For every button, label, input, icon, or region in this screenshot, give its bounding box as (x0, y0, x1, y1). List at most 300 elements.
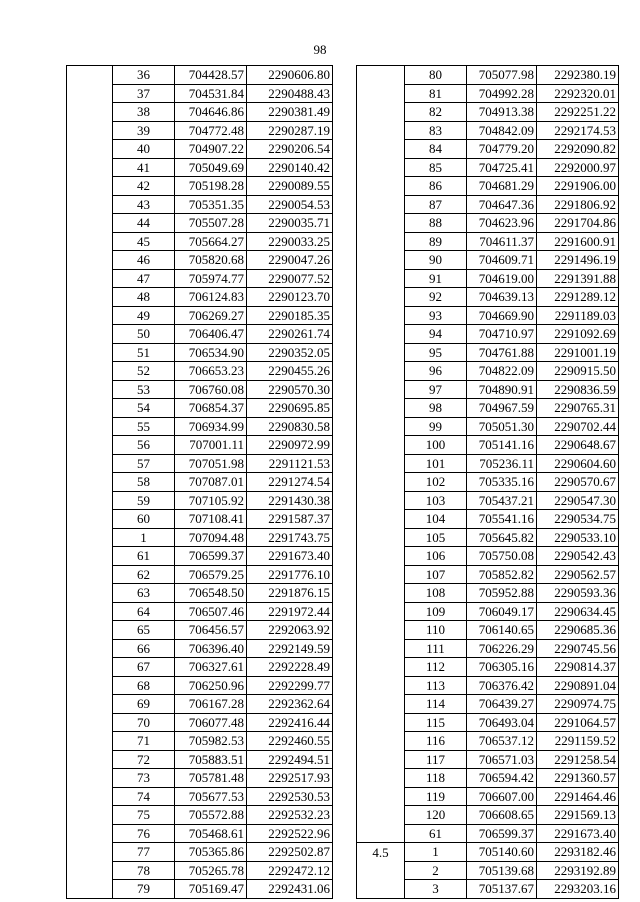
table-row (357, 343, 619, 362)
point-number-cell: 85 (405, 158, 467, 177)
table-row (67, 140, 333, 159)
table-row (357, 639, 619, 658)
section-cell (357, 528, 405, 547)
x-coordinate-cell: 706493.04 (467, 713, 537, 732)
y-coordinate-cell: 2290035.71 (247, 214, 333, 233)
y-coordinate-cell: 2292174.53 (537, 121, 619, 140)
x-coordinate-cell: 705664.27 (175, 232, 247, 251)
table-row (357, 66, 619, 85)
section-cell (67, 750, 113, 769)
section-cell (357, 66, 405, 85)
x-coordinate-cell: 704428.57 (175, 66, 247, 85)
section-cell (357, 362, 405, 381)
section-cell (67, 806, 113, 825)
y-coordinate-cell: 2290261.74 (247, 325, 333, 344)
y-coordinate-cell: 2291092.69 (537, 325, 619, 344)
section-cell (67, 214, 113, 233)
point-number-cell: 99 (405, 417, 467, 436)
y-coordinate-cell: 2290033.25 (247, 232, 333, 251)
section-cell (67, 66, 113, 85)
point-number-cell: 98 (405, 399, 467, 418)
x-coordinate-cell: 707087.01 (175, 473, 247, 492)
x-coordinate-cell: 705198.28 (175, 177, 247, 196)
section-cell (67, 824, 113, 843)
point-number-cell: 86 (405, 177, 467, 196)
x-coordinate-cell: 704639.13 (467, 288, 537, 307)
table-row (67, 269, 333, 288)
section-cell (67, 491, 113, 510)
point-number-cell: 39 (113, 121, 175, 140)
table-row (357, 565, 619, 584)
y-coordinate-cell: 2290915.50 (537, 362, 619, 381)
x-coordinate-cell: 706376.42 (467, 676, 537, 695)
y-coordinate-cell: 2292502.87 (247, 843, 333, 862)
section-cell (357, 214, 405, 233)
point-number-cell: 60 (113, 510, 175, 529)
x-coordinate-cell: 706599.37 (175, 547, 247, 566)
point-number-cell: 89 (405, 232, 467, 251)
table-row (67, 565, 333, 584)
section-cell (67, 417, 113, 436)
y-coordinate-cell: 2291673.40 (247, 547, 333, 566)
point-number-cell: 70 (113, 713, 175, 732)
point-number-cell: 111 (405, 639, 467, 658)
section-cell (357, 787, 405, 806)
table-row (67, 251, 333, 270)
section-cell (357, 491, 405, 510)
x-coordinate-cell: 704681.29 (467, 177, 537, 196)
section-cell (357, 380, 405, 399)
x-coordinate-cell: 704531.84 (175, 84, 247, 103)
point-number-cell: 43 (113, 195, 175, 214)
table-row (67, 732, 333, 751)
point-number-cell: 84 (405, 140, 467, 159)
point-number-cell: 94 (405, 325, 467, 344)
y-coordinate-cell: 2291001.19 (537, 343, 619, 362)
x-coordinate-cell: 706507.46 (175, 602, 247, 621)
y-coordinate-cell: 2291876.15 (247, 584, 333, 603)
x-coordinate-cell: 704842.09 (467, 121, 537, 140)
x-coordinate-cell: 704761.88 (467, 343, 537, 362)
point-number-cell: 120 (405, 806, 467, 825)
y-coordinate-cell: 2290455.26 (247, 362, 333, 381)
section-cell (357, 880, 405, 899)
x-coordinate-cell: 706594.42 (467, 769, 537, 788)
point-number-cell: 49 (113, 306, 175, 325)
section-cell (357, 732, 405, 751)
y-coordinate-cell: 2292532.23 (247, 806, 333, 825)
section-cell (67, 325, 113, 344)
y-coordinate-cell: 2292251.22 (537, 103, 619, 122)
x-coordinate-cell: 704619.00 (467, 269, 537, 288)
x-coordinate-cell: 707051.98 (175, 454, 247, 473)
y-coordinate-cell: 2290123.70 (247, 288, 333, 307)
x-coordinate-cell: 705974.77 (175, 269, 247, 288)
y-coordinate-cell: 2291806.92 (537, 195, 619, 214)
y-coordinate-cell: 2290604.60 (537, 454, 619, 473)
point-number-cell: 61 (113, 547, 175, 566)
table-row (67, 843, 333, 862)
section-cell (67, 713, 113, 732)
table-row (357, 214, 619, 233)
section-cell (67, 195, 113, 214)
x-coordinate-cell: 705750.08 (467, 547, 537, 566)
section-cell (67, 288, 113, 307)
section-cell (357, 103, 405, 122)
y-coordinate-cell: 2292063.92 (247, 621, 333, 640)
section-cell (67, 584, 113, 603)
x-coordinate-cell: 706608.65 (467, 806, 537, 825)
table-row (67, 639, 333, 658)
y-coordinate-cell: 2291496.19 (537, 251, 619, 270)
table-row (67, 214, 333, 233)
x-coordinate-cell: 704907.22 (175, 140, 247, 159)
x-coordinate-cell: 704623.96 (467, 214, 537, 233)
y-coordinate-cell: 2290695.85 (247, 399, 333, 418)
section-cell (67, 787, 113, 806)
section-cell (67, 528, 113, 547)
table-row (67, 380, 333, 399)
y-coordinate-cell: 2290140.42 (247, 158, 333, 177)
point-number-cell: 72 (113, 750, 175, 769)
point-number-cell: 97 (405, 380, 467, 399)
section-cell (357, 288, 405, 307)
x-coordinate-cell: 704710.97 (467, 325, 537, 344)
x-coordinate-cell: 705051.30 (467, 417, 537, 436)
section-cell (357, 769, 405, 788)
table-row (67, 880, 333, 899)
table-row (357, 880, 619, 899)
y-coordinate-cell: 2290836.59 (537, 380, 619, 399)
table-row (67, 177, 333, 196)
x-coordinate-cell: 706250.96 (175, 676, 247, 695)
point-number-cell: 106 (405, 547, 467, 566)
point-number-cell: 79 (113, 880, 175, 899)
y-coordinate-cell: 2292380.19 (537, 66, 619, 85)
table-row (67, 750, 333, 769)
table-row (67, 362, 333, 381)
y-coordinate-cell: 2290542.43 (537, 547, 619, 566)
point-number-cell: 40 (113, 140, 175, 159)
y-coordinate-cell: 2290077.52 (247, 269, 333, 288)
table-row (357, 325, 619, 344)
x-coordinate-cell: 705437.21 (467, 491, 537, 510)
y-coordinate-cell: 2290745.56 (537, 639, 619, 658)
y-coordinate-cell: 2292472.12 (247, 861, 333, 880)
table-row (357, 491, 619, 510)
point-number-cell: 105 (405, 528, 467, 547)
table-row (357, 436, 619, 455)
table-row (67, 399, 333, 418)
table-row (357, 84, 619, 103)
y-coordinate-cell: 2292416.44 (247, 713, 333, 732)
y-coordinate-cell: 2290830.58 (247, 417, 333, 436)
section-cell (67, 602, 113, 621)
x-coordinate-cell: 704609.71 (467, 251, 537, 270)
section-cell (357, 713, 405, 732)
x-coordinate-cell: 706599.37 (467, 824, 537, 843)
x-coordinate-cell: 704647.36 (467, 195, 537, 214)
x-coordinate-cell: 705572.88 (175, 806, 247, 825)
table-row (357, 787, 619, 806)
y-coordinate-cell: 2292362.64 (247, 695, 333, 714)
section-cell (357, 547, 405, 566)
y-coordinate-cell: 2290891.04 (537, 676, 619, 695)
point-number-cell: 71 (113, 732, 175, 751)
section-cell (357, 195, 405, 214)
y-coordinate-cell: 2290814.37 (537, 658, 619, 677)
x-coordinate-cell: 705049.69 (175, 158, 247, 177)
y-coordinate-cell: 2292228.49 (247, 658, 333, 677)
point-number-cell: 65 (113, 621, 175, 640)
point-number-cell: 42 (113, 177, 175, 196)
point-number-cell: 1 (113, 528, 175, 547)
y-coordinate-cell: 2292090.82 (537, 140, 619, 159)
section-cell (67, 843, 113, 862)
x-coordinate-cell: 706140.65 (467, 621, 537, 640)
table-row (67, 66, 333, 85)
section-cell (67, 251, 113, 270)
y-coordinate-cell: 2291587.37 (247, 510, 333, 529)
section-cell (357, 306, 405, 325)
section-cell (67, 510, 113, 529)
y-coordinate-cell: 2291064.57 (537, 713, 619, 732)
y-coordinate-cell: 2291972.44 (247, 602, 333, 621)
x-coordinate-cell: 704646.86 (175, 103, 247, 122)
x-coordinate-cell: 706049.17 (467, 602, 537, 621)
section-cell (67, 658, 113, 677)
table-row (357, 843, 619, 862)
point-number-cell: 119 (405, 787, 467, 806)
y-coordinate-cell: 2292522.96 (247, 824, 333, 843)
point-number-cell: 114 (405, 695, 467, 714)
x-coordinate-cell: 704725.41 (467, 158, 537, 177)
x-coordinate-cell: 706077.48 (175, 713, 247, 732)
section-cell (67, 454, 113, 473)
section-cell (67, 769, 113, 788)
point-number-cell: 100 (405, 436, 467, 455)
point-number-cell: 59 (113, 491, 175, 510)
table-row (357, 695, 619, 714)
point-number-cell: 68 (113, 676, 175, 695)
x-coordinate-cell: 707094.48 (175, 528, 247, 547)
point-number-cell: 78 (113, 861, 175, 880)
table-row (357, 158, 619, 177)
x-coordinate-cell: 706548.50 (175, 584, 247, 603)
y-coordinate-cell: 2292320.01 (537, 84, 619, 103)
point-number-cell: 38 (113, 103, 175, 122)
y-coordinate-cell: 2291776.10 (247, 565, 333, 584)
y-coordinate-cell: 2291600.91 (537, 232, 619, 251)
section-cell (357, 232, 405, 251)
section-cell (357, 584, 405, 603)
x-coordinate-cell: 705335.16 (467, 473, 537, 492)
point-number-cell: 44 (113, 214, 175, 233)
point-number-cell: 103 (405, 491, 467, 510)
table-row (357, 177, 619, 196)
section-cell (67, 695, 113, 714)
table-row (357, 584, 619, 603)
point-number-cell: 53 (113, 380, 175, 399)
point-number-cell: 41 (113, 158, 175, 177)
section-cell (357, 658, 405, 677)
table-row (67, 584, 333, 603)
table-row (67, 824, 333, 843)
point-number-cell: 101 (405, 454, 467, 473)
table-row (67, 288, 333, 307)
y-coordinate-cell: 2290488.43 (247, 84, 333, 103)
section-cell (67, 158, 113, 177)
point-number-cell: 66 (113, 639, 175, 658)
table-row (357, 547, 619, 566)
section-cell (67, 880, 113, 899)
x-coordinate-cell: 706167.28 (175, 695, 247, 714)
y-coordinate-cell: 2290047.26 (247, 251, 333, 270)
y-coordinate-cell: 2290287.19 (247, 121, 333, 140)
table-row (357, 824, 619, 843)
table-row (357, 528, 619, 547)
table-row (357, 732, 619, 751)
x-coordinate-cell: 704611.37 (467, 232, 537, 251)
point-number-cell: 83 (405, 121, 467, 140)
point-number-cell: 62 (113, 565, 175, 584)
x-coordinate-cell: 706305.16 (467, 658, 537, 677)
section-cell (357, 140, 405, 159)
y-coordinate-cell: 2290634.45 (537, 602, 619, 621)
table-row (67, 491, 333, 510)
point-number-cell: 56 (113, 436, 175, 455)
point-number-cell: 73 (113, 769, 175, 788)
x-coordinate-cell: 706226.29 (467, 639, 537, 658)
point-number-cell: 64 (113, 602, 175, 621)
point-number-cell: 45 (113, 232, 175, 251)
table-row (67, 547, 333, 566)
point-number-cell: 82 (405, 103, 467, 122)
x-coordinate-cell: 706124.83 (175, 288, 247, 307)
table-row (67, 343, 333, 362)
x-coordinate-cell: 707105.92 (175, 491, 247, 510)
table-row (67, 695, 333, 714)
point-number-cell: 76 (113, 824, 175, 843)
table-row (357, 861, 619, 880)
table-row (357, 510, 619, 529)
point-number-cell: 96 (405, 362, 467, 381)
section-cell (67, 380, 113, 399)
table-row (357, 195, 619, 214)
y-coordinate-cell: 2291569.13 (537, 806, 619, 825)
y-coordinate-cell: 2290974.75 (537, 695, 619, 714)
table-row (357, 602, 619, 621)
point-number-cell: 90 (405, 251, 467, 270)
point-number-cell: 63 (113, 584, 175, 603)
section-cell (357, 861, 405, 880)
x-coordinate-cell: 704779.20 (467, 140, 537, 159)
x-coordinate-cell: 706537.12 (467, 732, 537, 751)
section-cell (67, 473, 113, 492)
y-coordinate-cell: 2291121.53 (247, 454, 333, 473)
y-coordinate-cell: 2290702.44 (537, 417, 619, 436)
section-cell (67, 621, 113, 640)
x-coordinate-cell: 705820.68 (175, 251, 247, 270)
table-row (67, 103, 333, 122)
table-row (67, 713, 333, 732)
y-coordinate-cell: 2292299.77 (247, 676, 333, 695)
section-cell (357, 750, 405, 769)
y-coordinate-cell: 2290547.30 (537, 491, 619, 510)
x-coordinate-cell: 705351.35 (175, 195, 247, 214)
table-row (357, 769, 619, 788)
section-cell (67, 232, 113, 251)
x-coordinate-cell: 704890.91 (467, 380, 537, 399)
x-coordinate-cell: 705852.82 (467, 565, 537, 584)
point-number-cell: 67 (113, 658, 175, 677)
table-row (67, 84, 333, 103)
section-cell (357, 84, 405, 103)
section-cell (357, 824, 405, 843)
point-number-cell: 2 (405, 861, 467, 880)
x-coordinate-cell: 706607.00 (467, 787, 537, 806)
x-coordinate-cell: 705507.28 (175, 214, 247, 233)
point-number-cell: 109 (405, 602, 467, 621)
x-coordinate-cell: 705265.78 (175, 861, 247, 880)
table-row (357, 417, 619, 436)
section-cell (67, 547, 113, 566)
x-coordinate-cell: 706534.90 (175, 343, 247, 362)
y-coordinate-cell: 2290185.35 (247, 306, 333, 325)
y-coordinate-cell: 2293203.16 (537, 880, 619, 899)
section-cell (357, 621, 405, 640)
section-cell (67, 436, 113, 455)
point-number-cell: 54 (113, 399, 175, 418)
section-cell (357, 269, 405, 288)
section-cell (357, 639, 405, 658)
table-row (357, 121, 619, 140)
point-number-cell: 91 (405, 269, 467, 288)
table-row (67, 621, 333, 640)
section-cell (357, 417, 405, 436)
y-coordinate-cell: 2290765.31 (537, 399, 619, 418)
y-coordinate-cell: 2290606.80 (247, 66, 333, 85)
x-coordinate-cell: 706269.27 (175, 306, 247, 325)
x-coordinate-cell: 706396.40 (175, 639, 247, 658)
y-coordinate-cell: 2290352.05 (247, 343, 333, 362)
point-number-cell: 107 (405, 565, 467, 584)
point-number-cell: 87 (405, 195, 467, 214)
table-row (67, 602, 333, 621)
point-number-cell: 47 (113, 269, 175, 288)
point-number-cell: 102 (405, 473, 467, 492)
point-number-cell: 58 (113, 473, 175, 492)
table-row (67, 195, 333, 214)
section-cell (67, 103, 113, 122)
table-row (357, 473, 619, 492)
table-row (357, 658, 619, 677)
x-coordinate-cell: 705883.51 (175, 750, 247, 769)
point-number-cell: 115 (405, 713, 467, 732)
coordinate-table-right (356, 65, 619, 899)
y-coordinate-cell: 2291743.75 (247, 528, 333, 547)
table-row (357, 676, 619, 695)
y-coordinate-cell: 2291189.03 (537, 306, 619, 325)
y-coordinate-cell: 2290089.55 (247, 177, 333, 196)
y-coordinate-cell: 2292517.93 (247, 769, 333, 788)
section-cell (67, 121, 113, 140)
table-row (357, 306, 619, 325)
table-row (67, 306, 333, 325)
table-row (67, 769, 333, 788)
table-row (67, 658, 333, 677)
x-coordinate-cell: 705468.61 (175, 824, 247, 843)
